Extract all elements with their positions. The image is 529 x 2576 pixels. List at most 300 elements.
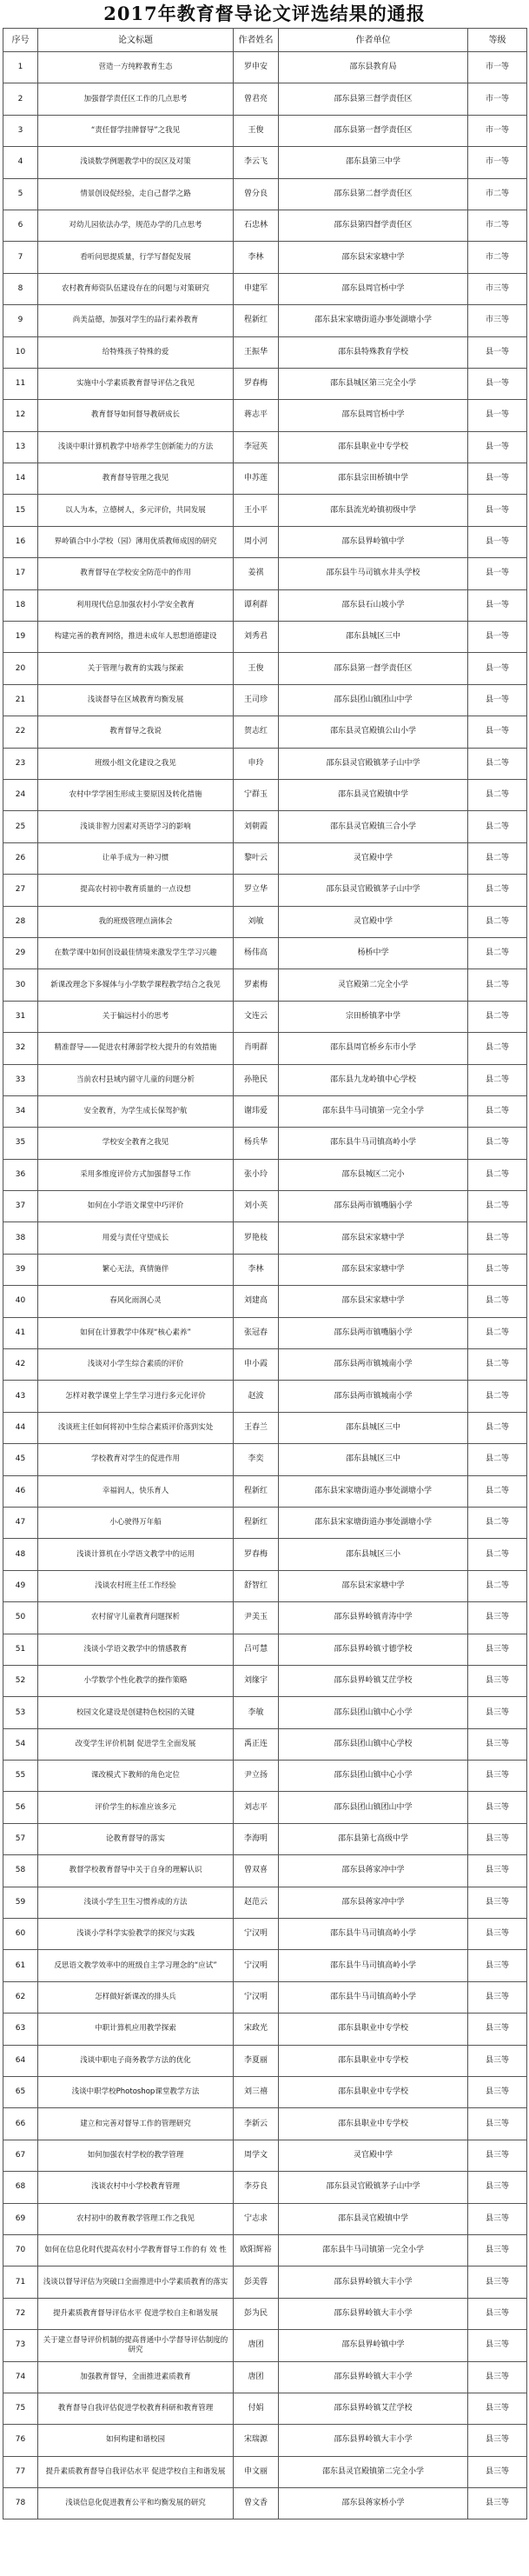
row-grade: 县三等 [468,2330,527,2361]
row-index: 77 [3,2456,38,2487]
row-grade: 市二等 [468,242,527,273]
row-index: 45 [3,1444,38,1475]
row-affiliation: 邵东县两市镇嘴脑小学 [279,1317,468,1348]
row-index: 71 [3,2266,38,2298]
row-affiliation: 邵东县第七高级中学 [279,1823,468,1854]
row-author: 贺志红 [234,716,279,748]
row-grade: 县一等 [468,653,527,684]
table-row [3,1728,527,1760]
row-index: 11 [3,368,38,399]
row-index: 2 [3,83,38,115]
row-paper-title: 校园文化建设是创建特色校园的关键 [38,1697,234,1728]
table-row [3,1159,527,1190]
row-grade: 县一等 [468,716,527,748]
row-grade: 县二等 [468,1128,527,1159]
row-affiliation: 邵东县团山镇团山中学 [279,684,468,716]
row-paper-title: 小心驶得万年船 [38,1507,234,1538]
row-paper-title: 如何在信息化时代提高农村小学教育督导工作的有 效 性 [38,2234,234,2266]
row-grade: 县三等 [468,1981,527,2013]
table-row [3,1792,527,1823]
table-row [3,83,527,115]
table-row [3,368,527,399]
row-author: 王小平 [234,495,279,526]
row-grade: 县三等 [468,1697,527,1728]
row-author: 罗立华 [234,875,279,906]
row-grade: 县二等 [468,1570,527,1601]
table-row [3,1665,527,1696]
row-paper-title: 关于管理与教育的实践与探索 [38,653,234,684]
table-row [3,811,527,842]
row-index: 33 [3,1064,38,1095]
row-grade: 县二等 [468,969,527,1001]
row-author: 宁群玉 [234,779,279,810]
row-index: 59 [3,1887,38,1918]
row-author: 程新红 [234,1507,279,1538]
row-paper-title: 春风化雨润心灵 [38,1286,234,1317]
row-author: 宁汉明 [234,1981,279,2013]
row-affiliation: 邵东县界岭镇大丰小学 [279,2266,468,2298]
row-author: 申文丽 [234,2456,279,2487]
row-paper-title: 农村留守儿童教育问题探析 [38,1602,234,1634]
row-grade: 市一等 [468,115,527,146]
row-index: 78 [3,2488,38,2519]
row-author: 石忠林 [234,210,279,241]
row-grade: 县三等 [468,2456,527,2487]
row-grade: 县二等 [468,1254,527,1285]
row-affiliation: 邵东县团山镇中心小学 [279,1761,468,1792]
row-grade: 县二等 [468,1412,527,1443]
row-author: 王春兰 [234,1412,279,1443]
row-affiliation: 邵东县石山坡小学 [279,589,468,621]
row-index: 43 [3,1381,38,1412]
row-index: 64 [3,2045,38,2076]
row-grade: 市一等 [468,52,527,83]
table-row [3,2488,527,2519]
row-paper-title: 学校教育对学生的促进作用 [38,1444,234,1475]
row-affiliation: 灵官殿中学 [279,842,468,874]
row-paper-title: 加强教育督导，全面推进素质教育 [38,2361,234,2393]
row-grade: 县三等 [468,2172,527,2203]
table-row [3,1981,527,2013]
row-affiliation: 邵东县第一督学责任区 [279,115,468,146]
row-affiliation: 邵东县宋家塘中学 [279,242,468,273]
table-row [3,2266,527,2298]
row-affiliation: 邵东县灵官殿镇三合小学 [279,811,468,842]
row-paper-title: 浅谈小学生卫生习惯养成的方法 [38,1887,234,1918]
row-author: 文连云 [234,1001,279,1032]
row-grade: 县一等 [468,463,527,495]
row-grade: 县三等 [468,1887,527,1918]
row-author: 彭美蓉 [234,2266,279,2298]
row-affiliation: 邵东县城区三中 [279,1444,468,1475]
row-author: 孙艳民 [234,1064,279,1095]
table-row [3,1539,527,1570]
table-row [3,2234,527,2266]
row-author: 刘建高 [234,1286,279,1317]
row-paper-title: 中职计算机应用教学探索 [38,2014,234,2045]
row-affiliation: 邵东县团山镇中心学校 [279,1728,468,1760]
row-grade: 县二等 [468,1444,527,1475]
row-author: 彭为民 [234,2298,279,2329]
row-author: 黎叶云 [234,842,279,874]
row-author: 申小霞 [234,1349,279,1381]
row-index: 19 [3,622,38,653]
row-paper-title: 教育督导之我说 [38,716,234,748]
row-index: 4 [3,147,38,178]
row-author: 蒋志平 [234,400,279,431]
table-row [3,875,527,906]
row-index: 27 [3,875,38,906]
row-affiliation: 邵东县界岭镇大丰小学 [279,2298,468,2329]
row-author: 刘敏 [234,906,279,937]
row-grade: 市三等 [468,273,527,304]
row-author: 宋瑞源 [234,2425,279,2456]
row-index: 22 [3,716,38,748]
row-index: 30 [3,969,38,1001]
row-grade: 县三等 [468,1602,527,1634]
row-grade: 县二等 [468,842,527,874]
table-row [3,2425,527,2456]
row-affiliation: 邵东县九龙岭镇中心学校 [279,1064,468,1095]
row-paper-title: 农村初中的教育教学管理工作之我见 [38,2203,234,2234]
row-grade: 县一等 [468,622,527,653]
row-index: 62 [3,1981,38,2013]
row-paper-title: 教育督导在学校安全防范中的作用 [38,558,234,589]
row-paper-title: 论教育督导的落实 [38,1823,234,1854]
row-paper-title: 浅谈非智力因素对英语学习的影响 [38,811,234,842]
row-affiliation: 邵东县宋家塘中学 [279,1286,468,1317]
row-affiliation: 邵东县特殊教育学校 [279,336,468,368]
row-index: 72 [3,2298,38,2329]
row-affiliation: 邵东县界岭镇大丰小学 [279,2425,468,2456]
row-paper-title: 关于偏远村小的思考 [38,1001,234,1032]
row-index: 36 [3,1159,38,1190]
row-paper-title: 用爱与责任守望成长 [38,1222,234,1254]
row-author: 宁汉明 [234,1919,279,1950]
table-row [3,1444,527,1475]
row-grade: 县一等 [468,336,527,368]
row-affiliation: 邵东县城区三中 [279,1412,468,1443]
row-index: 63 [3,2014,38,2045]
row-author: 李林 [234,242,279,273]
row-affiliation: 邵东县界岭镇大丰小学 [279,2361,468,2393]
row-affiliation: 邵东县周官桥中学 [279,273,468,304]
row-affiliation: 邵东县界岭镇中学 [279,2330,468,2361]
row-grade: 县三等 [468,1950,527,1981]
row-index: 9 [3,305,38,336]
row-affiliation: 邵东县周官桥乡东市小学 [279,1033,468,1064]
row-paper-title: 浅谈中职学校Photoshop课堂教学方法 [38,2077,234,2108]
document-title: 2017年教育督导论文评选结果的通报 [103,3,426,24]
row-author: 谢玮爱 [234,1095,279,1127]
row-paper-title: 我的班级管理点滴体会 [38,906,234,937]
row-paper-title: 界岭镇合中小学校（园）薄用优质教师成因的研究 [38,526,234,557]
row-affiliation: 邵东县宋家塘街道办事处湖塘小学 [279,305,468,336]
row-paper-title: 反思语文教学效率中的班级自主学习理念的“应试” [38,1950,234,1981]
row-affiliation: 邵东县灵官殿镇中学 [279,2203,468,2234]
row-author: 刘秀君 [234,622,279,653]
table-row [3,2108,527,2140]
table-row [3,1128,527,1159]
row-affiliation: 邵东县职业中专学校 [279,2108,468,2140]
row-grade: 县二等 [468,906,527,937]
row-affiliation: 邵东县职业中专学校 [279,2077,468,2108]
table-row [3,1950,527,1981]
row-index: 3 [3,115,38,146]
row-index: 61 [3,1950,38,1981]
row-grade: 县三等 [468,2266,527,2298]
row-affiliation: 邵东县牛马司镇水井头学校 [279,558,468,589]
row-paper-title: 教育督导自我评估促进学校教育科研和教育管理 [38,2393,234,2424]
row-affiliation: 邵东县牛马司镇第一完全小学 [279,2234,468,2266]
table-row [3,1381,527,1412]
row-paper-title: 浅谈督导在区域教育均衡发展 [38,684,234,716]
row-author: 王俊 [234,115,279,146]
table-row [3,1697,527,1728]
table-row [3,906,527,937]
row-paper-title: 浅谈数学例题教学中的误区及对策 [38,147,234,178]
row-author: 王司珍 [234,684,279,716]
table-row [3,1064,527,1095]
row-author: 曾文香 [234,2488,279,2519]
row-index: 40 [3,1286,38,1317]
row-paper-title: 情景创设促经验，走自己督学之路 [38,178,234,210]
row-author: 吕可慧 [234,1634,279,1665]
row-index: 67 [3,2140,38,2171]
row-affiliation: 邵东县灵官殿镇中学 [279,779,468,810]
row-index: 44 [3,1412,38,1443]
row-paper-title: 在数学课中如何创设最佳情境来激发学生学习兴趣 [38,937,234,968]
table-row [3,2203,527,2234]
row-paper-title: 学校安全教育之我见 [38,1128,234,1159]
row-index: 76 [3,2425,38,2456]
table-row [3,1507,527,1538]
row-paper-title: 关于建立督导评价机制的提高普通中小学督导评估制度的研究 [38,2330,234,2361]
row-affiliation: 邵东县灵官殿镇茅子山中学 [279,748,468,779]
row-grade: 县二等 [468,1539,527,1570]
table-header-row [3,29,527,52]
row-index: 26 [3,842,38,874]
row-grade: 县三等 [468,2361,527,2393]
row-grade: 县二等 [468,1191,527,1222]
row-grade: 县三等 [468,2014,527,2045]
row-author: 曾分良 [234,178,279,210]
row-paper-title: 浅谈中职电子商务教学方法的优化 [38,2045,234,2076]
row-paper-title: 利用现代信息加强农村小学安全教育 [38,589,234,621]
table-row [3,2014,527,2045]
row-author: 周学文 [234,2140,279,2171]
row-author: 付娟 [234,2393,279,2424]
row-paper-title: 让单手成为一种习惯 [38,842,234,874]
row-author: 罗素梅 [234,969,279,1001]
row-index: 51 [3,1634,38,1665]
table-row [3,1823,527,1854]
row-index: 42 [3,1349,38,1381]
table-row [3,1855,527,1887]
table-row [3,1887,527,1918]
row-paper-title: 浅谈农村班主任工作经验 [38,1570,234,1601]
row-paper-title: 怎样做好新课改的排头兵 [38,1981,234,2013]
row-affiliation: 邵东县蒋家冲中学 [279,1855,468,1887]
table-row [3,779,527,810]
row-affiliation: 邵东县团山镇中心小学 [279,1697,468,1728]
row-index: 35 [3,1128,38,1159]
row-grade: 县二等 [468,1507,527,1538]
row-index: 5 [3,178,38,210]
row-affiliation: 邵东县两市镇嘴脑小学 [279,1191,468,1222]
row-author: 李冠英 [234,431,279,463]
row-affiliation: 灵官殿中学 [279,906,468,937]
row-index: 14 [3,463,38,495]
row-paper-title: 如何在计算教学中体现“核心素养” [38,1317,234,1348]
row-paper-title: 看听问思提质量，行学写督促发展 [38,242,234,273]
row-paper-title: 尚美益德，加强对学生的品行素养教育 [38,305,234,336]
row-index: 32 [3,1033,38,1064]
header-paper-title: 论文标题 [38,29,234,52]
row-paper-title: 浅谈农村中小学校教育管理 [38,2172,234,2203]
row-grade: 县二等 [468,1381,527,1412]
row-grade: 市三等 [468,305,527,336]
table-row [3,937,527,968]
row-author: 谭利群 [234,589,279,621]
row-grade: 市二等 [468,210,527,241]
row-author: 李敏 [234,1697,279,1728]
row-paper-title: 如何加强农村学校的教学管理 [38,2140,234,2171]
table-row [3,1412,527,1443]
row-index: 48 [3,1539,38,1570]
row-index: 29 [3,937,38,968]
table-row [3,336,527,368]
row-index: 65 [3,2077,38,2108]
row-paper-title: 新课改理念下多媒体与小学数学课程教学结合之我见 [38,969,234,1001]
row-author: 唐团 [234,2361,279,2393]
table-row [3,1475,527,1507]
table-row [3,969,527,1001]
row-grade: 县二等 [468,1064,527,1095]
row-affiliation: 邵东县宋家塘街道办事处湖塘小学 [279,1507,468,1538]
table-row [3,273,527,304]
row-index: 66 [3,2108,38,2140]
row-author: 曾双喜 [234,1855,279,1887]
row-affiliation: 邵东县城区第三完全小学 [279,368,468,399]
row-grade: 县二等 [468,748,527,779]
row-affiliation: 邵东县宋家塘中学 [279,1222,468,1254]
row-index: 46 [3,1475,38,1507]
row-author: 张小玲 [234,1159,279,1190]
row-index: 15 [3,495,38,526]
row-grade: 县三等 [468,2108,527,2140]
row-author: 杨兵华 [234,1128,279,1159]
row-grade: 县一等 [468,526,527,557]
row-author: 张冠春 [234,1317,279,1348]
row-paper-title: 对幼儿园依法办学，规范办学的几点思考 [38,210,234,241]
row-affiliation: 宗田桥镇茅中学 [279,1001,468,1032]
row-index: 57 [3,1823,38,1854]
row-index: 10 [3,336,38,368]
row-paper-title: 安全教育，为学生成长保驾护航 [38,1095,234,1127]
row-grade: 县二等 [468,1317,527,1348]
row-paper-title: 评价学生的标准应该多元 [38,1792,234,1823]
row-author: 罗春梅 [234,368,279,399]
row-author: 周小河 [234,526,279,557]
row-author: 姜祺 [234,558,279,589]
row-grade: 县二等 [468,1033,527,1064]
row-author: 禹正连 [234,1728,279,1760]
row-paper-title: 如何在小学语文课堂中巧评价 [38,1191,234,1222]
row-author: 罗艳枝 [234,1222,279,1254]
row-affiliation: 邵东县界岭镇艾茳学校 [279,2393,468,2424]
row-affiliation: 邵东县流光岭镇初级中学 [279,495,468,526]
row-index: 28 [3,906,38,937]
row-affiliation: 邵东县灵官殿镇公山小学 [279,716,468,748]
row-index: 31 [3,1001,38,1032]
row-paper-title: “责任督学挂牌督导”之我见 [38,115,234,146]
row-index: 70 [3,2234,38,2266]
table-row [3,305,527,336]
row-author: 赵波 [234,1381,279,1412]
row-author: 刘三禧 [234,2077,279,2108]
row-affiliation: 邵东县蒋家冲中学 [279,1887,468,1918]
table-row [3,495,527,526]
row-affiliation: 杨桥中学 [279,937,468,968]
row-grade: 县三等 [468,1634,527,1665]
row-index: 23 [3,748,38,779]
row-affiliation: 邵东县第三中学 [279,147,468,178]
row-grade: 县三等 [468,2234,527,2266]
row-affiliation: 邵东县城区三中 [279,622,468,653]
row-affiliation: 邵东县牛马司镇高岭小学 [279,1128,468,1159]
row-author: 程新红 [234,305,279,336]
row-paper-title: 浅谈以督导评估为突破口全面推进中小学素质教育的落实 [38,2266,234,2298]
row-index: 16 [3,526,38,557]
row-index: 13 [3,431,38,463]
row-grade: 县三等 [468,2488,527,2519]
row-grade: 县一等 [468,589,527,621]
row-affiliation: 邵东县牛马司镇第一完全小学 [279,1095,468,1127]
table-row [3,2077,527,2108]
row-index: 50 [3,1602,38,1634]
row-affiliation: 邵东县灵官殿镇茅子山中学 [279,2172,468,2203]
row-author: 罗申安 [234,52,279,83]
row-index: 47 [3,1507,38,1538]
row-grade: 县二等 [468,1001,527,1032]
row-grade: 县二等 [468,1095,527,1127]
row-author: 宁志求 [234,2203,279,2234]
row-affiliation: 邵东县第三督学责任区 [279,83,468,115]
table-row [3,2140,527,2171]
row-index: 54 [3,1728,38,1760]
row-paper-title: 繁心无法，真情施伴 [38,1254,234,1285]
row-index: 41 [3,1317,38,1348]
row-grade: 县一等 [468,495,527,526]
table-row [3,2172,527,2203]
row-affiliation: 邵东县城区二完小 [279,1159,468,1190]
row-paper-title: 实施中小学素质教育督导评估之我见 [38,368,234,399]
row-grade: 县三等 [468,1728,527,1760]
row-paper-title: 精准督导——促进农村薄弱学校大提升的有效措施 [38,1033,234,1064]
table-row [3,1286,527,1317]
row-paper-title: 小学数学个性化教学的操作策略 [38,1665,234,1696]
row-affiliation: 邵东县两市镇城南小学 [279,1349,468,1381]
row-index: 39 [3,1254,38,1285]
table-row [3,748,527,779]
row-index: 75 [3,2393,38,2424]
row-author: 宁汉明 [234,1950,279,1981]
row-grade: 县三等 [468,1665,527,1696]
row-author: 程新红 [234,1475,279,1507]
table-row [3,716,527,748]
row-affiliation: 邵东县第一督学责任区 [279,653,468,684]
